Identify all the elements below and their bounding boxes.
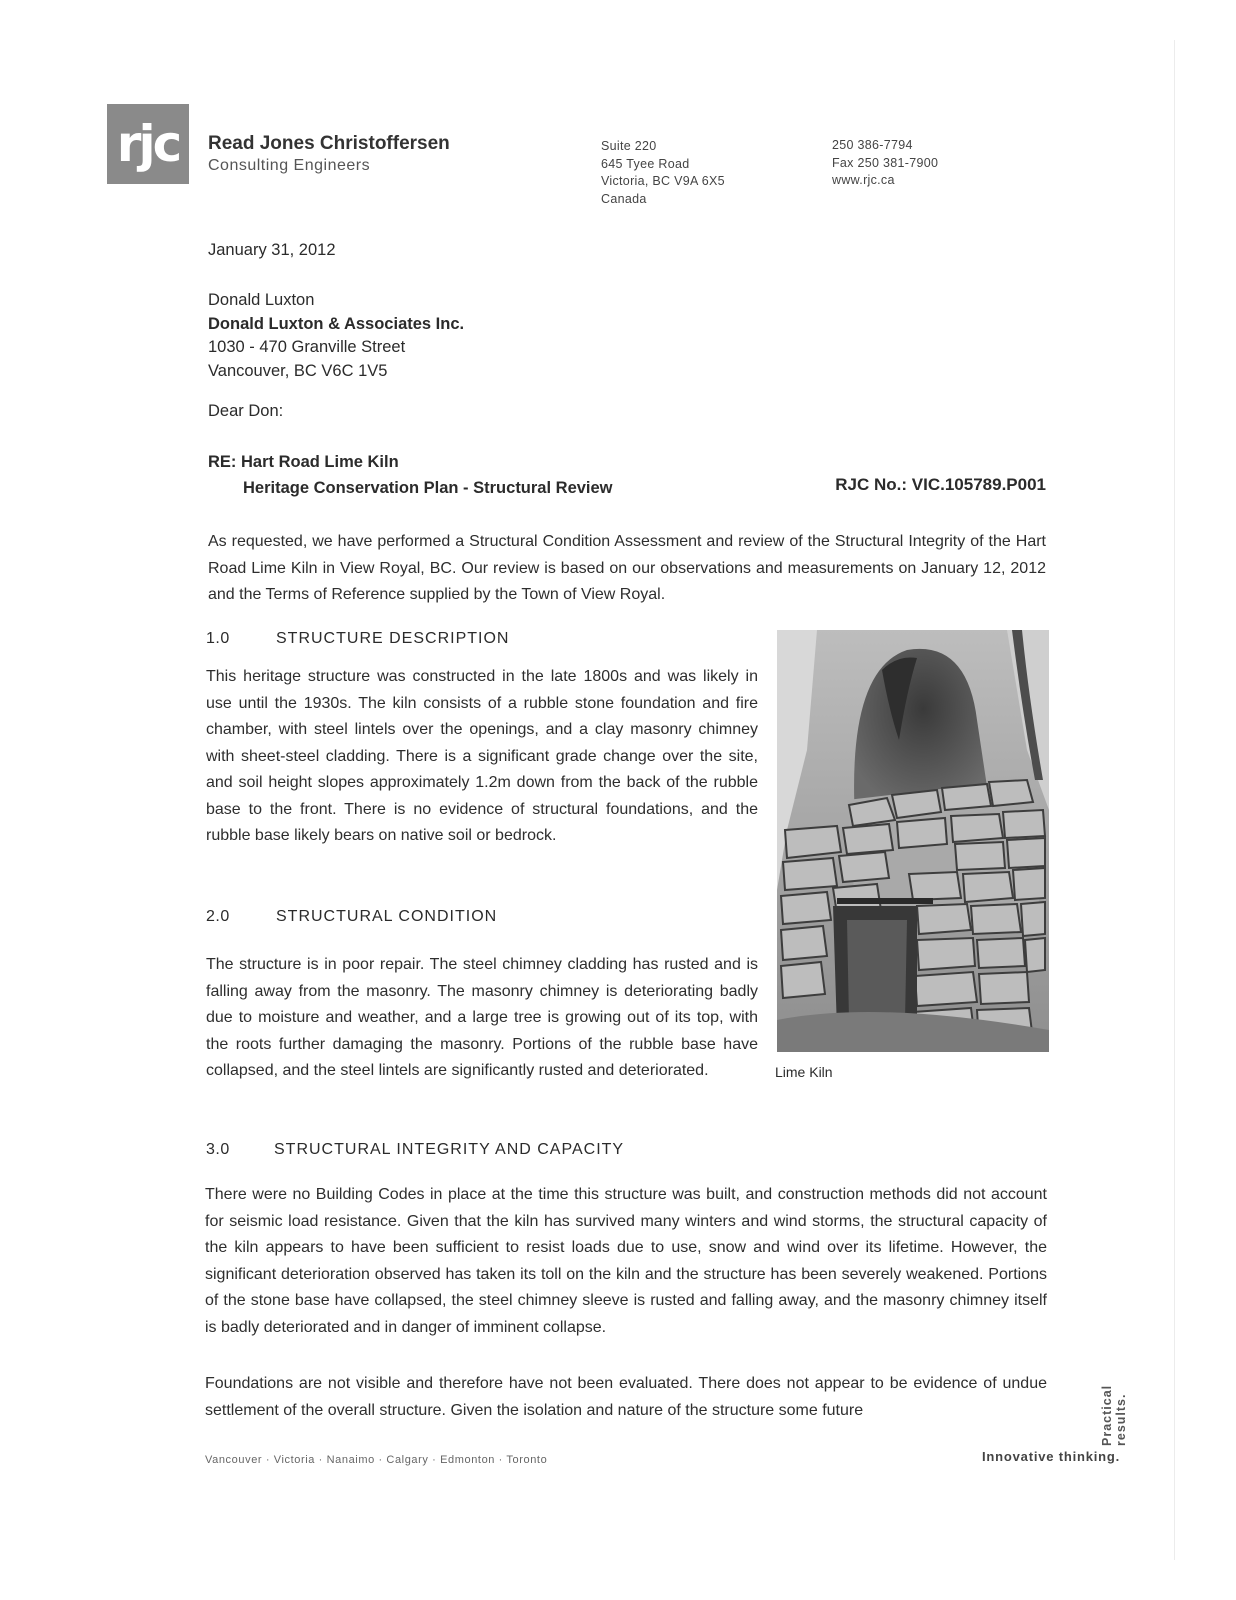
subject-line: RE: Hart Road Lime Kiln — [208, 453, 399, 471]
project-number: RJC No.: VIC.105789.P001 — [835, 475, 1046, 494]
address-line: Canada — [601, 191, 647, 206]
recipient-block — [208, 289, 464, 383]
page-edge-line — [1174, 40, 1175, 1560]
vertical-tagline: Practical results. — [1100, 1384, 1128, 1446]
address-line: Suite 220 — [601, 139, 657, 153]
section-heading: STRUCTURAL INTEGRITY AND CAPACITY — [274, 1141, 625, 1158]
section-paragraph: The structure is in poor repair. The steel chimney cladding has rusted and is falling away from the masonry. The masonry chimney is deteriorating badly due to moisture and weather, and a large tree is growing out of its top, with the roots further damaging the masonry. Portions of the rubble base have collapsed, and the steel lintels are significantly rusted and deteriorated. — [206, 956, 758, 1079]
recipient-city: Vancouver, BC V6C 1V5 — [208, 361, 388, 380]
phone-number: 250 386-7794 — [832, 138, 913, 152]
company-logo — [107, 104, 189, 184]
recipient-name: Donald Luxton — [208, 291, 315, 309]
salutation: Dear Don: — [208, 402, 284, 420]
logo-text: rjc — [116, 115, 180, 173]
section-heading: STRUCTURAL CONDITION — [276, 908, 498, 925]
kiln-photo-drawing — [777, 630, 1049, 1052]
photo-caption: Lime Kiln — [775, 1064, 833, 1080]
section-number: 3.0 — [206, 1141, 230, 1158]
letter-date: January 31, 2012 — [208, 241, 336, 259]
section-number: 2.0 — [206, 908, 230, 925]
section-paragraph: There were no Building Codes in place at the time this structure was built, and construction methods did not account for seismic load resistance. Given that the kiln has survived many winters and wind storms, the structural capacity of the kiln appears to have been sufficient to resist loads due to use, snow and wind over its lifetime. However, the significant deterioration observed has taken its toll on the kiln and the structure has been severely weakened. Portions of the stone base have collapsed, the steel chimney sleeve is rusted and falling away, and the masonry chimney itself is badly deteriorated and in danger of imminent collapse. — [205, 1186, 1047, 1336]
office-contact — [832, 137, 938, 190]
section-paragraph: Foundations are not visible and therefore have not been evaluated. There does not appear to be evidence of undue settlement of the overall structure. Given the isolation and nature of the structure some future — [205, 1375, 1047, 1419]
address-line: Victoria, BC V9A 6X5 — [601, 174, 725, 188]
company-name: Read Jones Christoffersen — [208, 133, 450, 154]
office-address — [601, 138, 725, 208]
subject-subline: Heritage Conservation Plan - Structural Review — [243, 479, 613, 497]
address-line: 645 Tyee Road — [601, 156, 690, 171]
recipient-company: Donald Luxton & Associates Inc. — [208, 314, 465, 333]
section-paragraph: This heritage structure was constructed in the late 1800s and was likely in use until the 1930s. The kiln consists of a rubble stone foundation and fire chamber, with steel lintels over the openings, and a clay masonry chimney with sheet-steel cladding. There is a significant grade change over the site, and soil height slopes approximately 1.2m down from the back of the rubble base to the front. There is no evidence of structural foundations, and the rubble base likely bears on native soil or bedrock. — [206, 668, 758, 844]
section-heading: STRUCTURE DESCRIPTION — [276, 630, 510, 647]
footer-tagline: Innovative thinking. — [982, 1449, 1121, 1464]
footer-office-list: Vancouver · Victoria · Nanaimo · Calgary · Edmonton · Toronto — [205, 1454, 548, 1466]
lime-kiln-photo — [777, 630, 1049, 1052]
company-subtitle: Consulting Engineers — [208, 157, 371, 174]
website-link[interactable]: www.rjc.ca — [832, 173, 895, 187]
fax-number: Fax 250 381-7900 — [832, 155, 939, 170]
section-number: 1.0 — [206, 630, 230, 647]
recipient-street: 1030 - 470 Granville Street — [208, 338, 406, 356]
intro-paragraph: As requested, we have performed a Structural Condition Assessment and review of the Structural Integrity of the Hart Road Lime Kiln in View Royal, BC. Our review is based on our observations and measurements on January 12, 2012 and the Terms of Reference supplied by the Town of View Royal. — [208, 533, 1046, 603]
